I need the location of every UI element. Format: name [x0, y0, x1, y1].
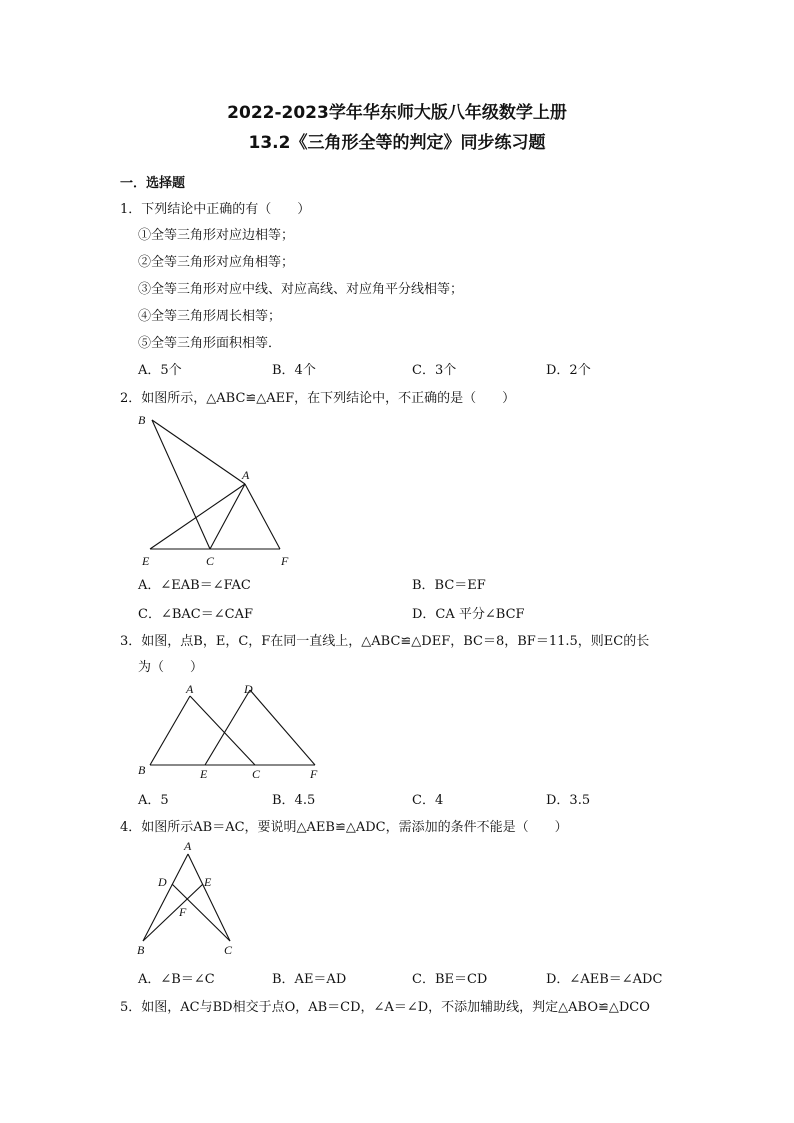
label-c: C: [206, 554, 215, 568]
label-b: B: [138, 413, 146, 427]
label-b: B: [138, 763, 146, 777]
question-3-option-c[interactable]: C．4: [412, 793, 444, 808]
label-f: F: [281, 554, 289, 568]
page-title-line1: 2022-2023学年华东师大版八年级数学上册: [227, 103, 567, 123]
question-4-option-a[interactable]: A．∠B＝∠C: [138, 972, 215, 987]
segment-ae: [150, 484, 245, 549]
question-1-option-c[interactable]: C．3个: [412, 363, 457, 378]
question-2-option-b[interactable]: B．BC＝EF: [412, 578, 486, 593]
question-1-option-b[interactable]: B．4个: [272, 363, 316, 378]
segment-ab: [143, 854, 188, 941]
question-2-stem: 2．如图所示，△ABC≌△AEF，在下列结论中，不正确的是（ ）: [120, 391, 516, 406]
question-2-figure: [130, 408, 310, 572]
label-e: E: [200, 767, 208, 781]
segment-af: [245, 484, 280, 549]
question-3-stem-line1: 3．如图，点B，E，C，F在同一直线上，△ABC≌△DEF，BC＝8，BF＝11.5，则EC的长: [120, 634, 650, 649]
label-a: A: [186, 682, 194, 696]
question-4-stem: 4．如图所示AB＝AC，要说明△AEB≌△ADC，需添加的条件不能是（ ）: [120, 820, 568, 835]
question-1-option-d[interactable]: D．2个: [546, 363, 591, 378]
page-title-line2: 13.2《三角形全等的判定》同步练习题: [248, 133, 546, 153]
question-2-option-c[interactable]: C．∠BAC＝∠CAF: [138, 607, 253, 622]
section-heading: 一．选择题: [120, 176, 186, 191]
question-4-option-c[interactable]: C．BE＝CD: [412, 972, 488, 987]
label-e: E: [204, 875, 212, 889]
segment-ba: [150, 696, 190, 765]
question-3-option-b[interactable]: B．4.5: [272, 793, 316, 808]
label-e: E: [142, 554, 150, 568]
segment-ac: [188, 854, 230, 941]
label-d: D: [158, 875, 167, 889]
question-3-figure: [130, 678, 330, 782]
question-2-option-d[interactable]: D．CA 平分∠BCF: [412, 607, 525, 622]
label-b: B: [137, 943, 145, 957]
segment-ac: [190, 696, 255, 765]
label-f: F: [179, 905, 187, 919]
label-a: A: [242, 468, 250, 482]
segment-df: [250, 690, 315, 765]
question-4-option-b[interactable]: B．AE＝AD: [272, 972, 347, 987]
question-4-figure: [130, 836, 250, 960]
label-f: F: [310, 767, 318, 781]
question-1-item-4: ④全等三角形周长相等；: [138, 309, 282, 324]
segment-ac: [210, 484, 245, 549]
label-c: C: [252, 767, 261, 781]
question-1-item-1: ①全等三角形对应边相等；: [138, 228, 295, 243]
segment-eb: [143, 884, 203, 941]
question-3-stem-line2: 为（ ）: [138, 660, 204, 675]
label-c: C: [224, 943, 233, 957]
question-1-item-5: ⑤全等三角形面积相等．: [138, 336, 282, 351]
label-a: A: [184, 839, 192, 853]
question-2-option-a[interactable]: A．∠EAB＝∠FAC: [138, 578, 251, 593]
question-1-option-a[interactable]: A．5个: [138, 363, 182, 378]
label-d: D: [244, 682, 253, 696]
question-1-item-3: ③全等三角形对应中线、对应高线、对应角平分线相等；: [138, 282, 464, 297]
question-1-stem: 1．下列结论中正确的有（ ）: [120, 202, 311, 217]
question-4-option-d[interactable]: D．∠AEB＝∠ADC: [546, 972, 663, 987]
question-3-option-d[interactable]: D．3.5: [546, 793, 591, 808]
question-5-stem: 5．如图，AC与BD相交于点O，AB＝CD，∠A＝∠D，不添加辅助线，判定△ABO≌△DCO: [120, 1000, 650, 1015]
question-1-item-2: ②全等三角形对应角相等；: [138, 255, 295, 270]
question-3-option-a[interactable]: A．5: [138, 793, 169, 808]
segment-ed: [205, 690, 250, 765]
